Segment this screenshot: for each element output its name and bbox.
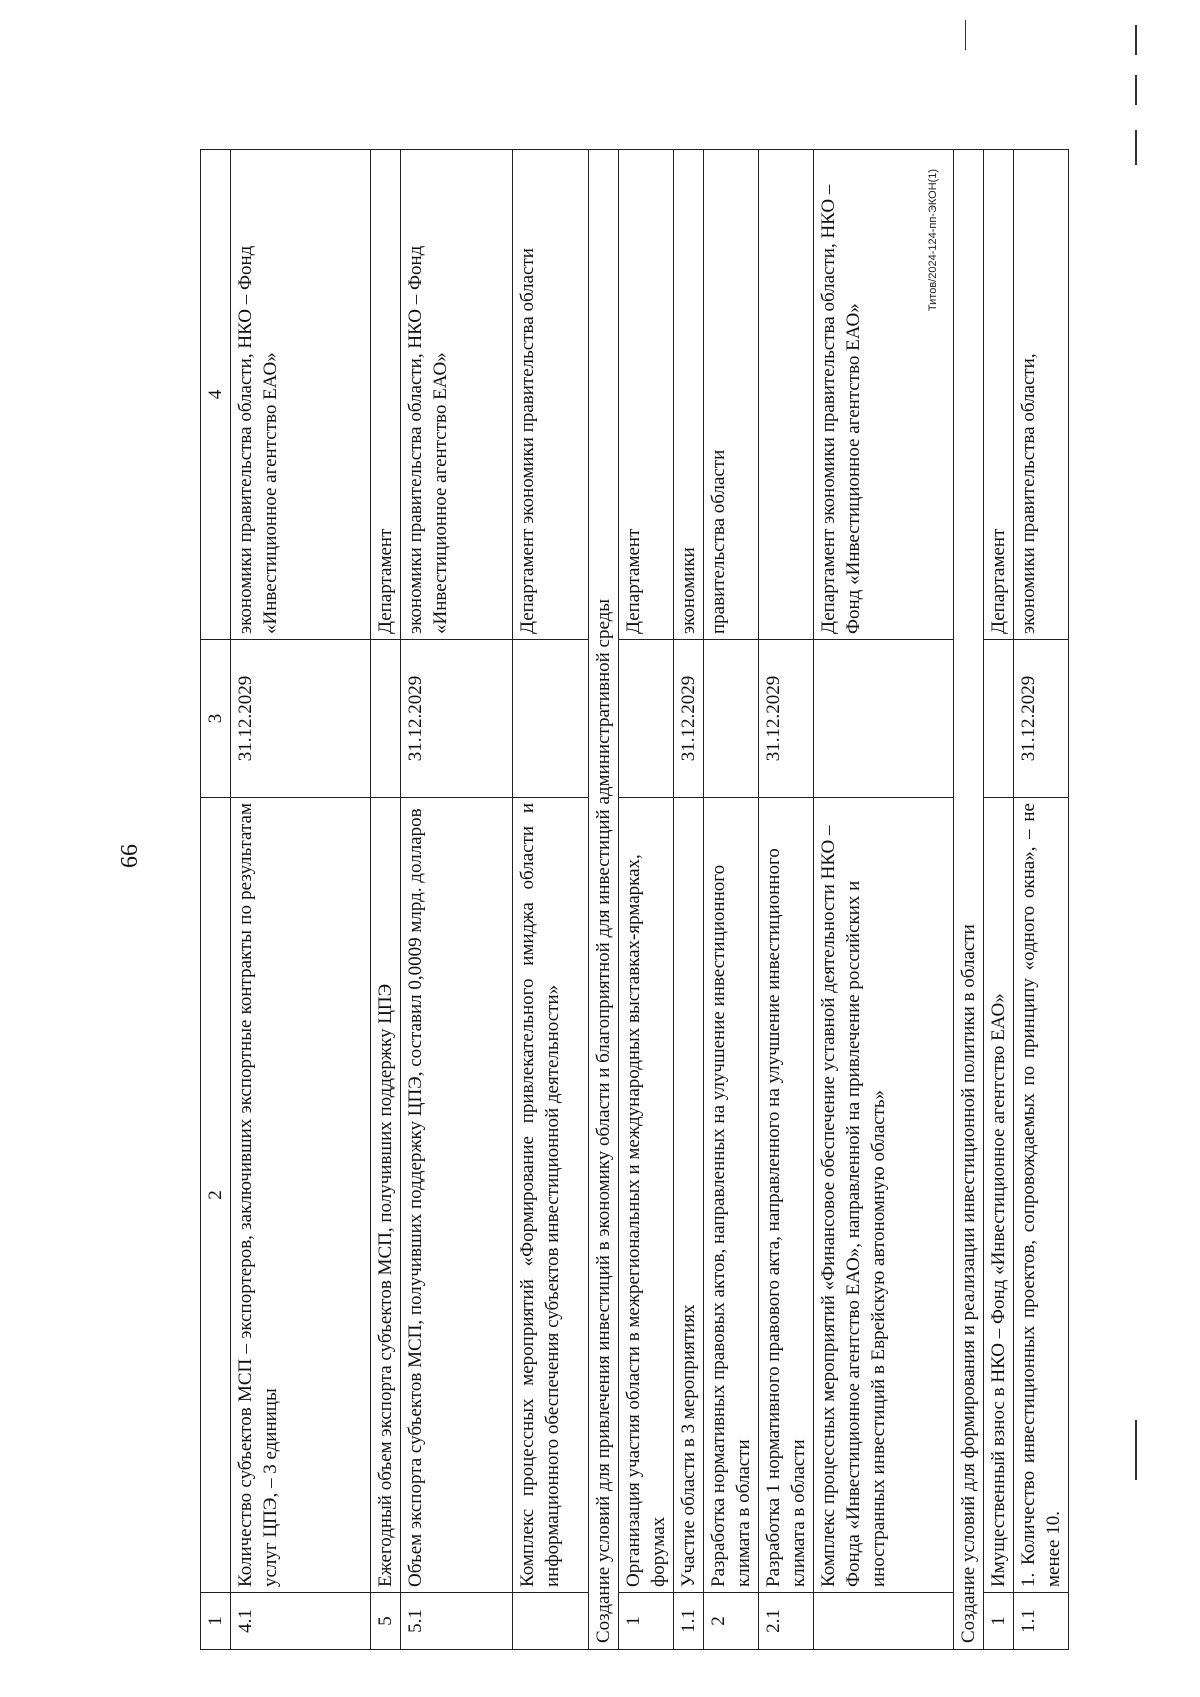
row-number bbox=[513, 1593, 589, 1650]
header-row bbox=[201, 150, 231, 1650]
row-responsible: Департамент экономики правительства области, НКО – Фонд «Инвестиционное агентство ЕАО» bbox=[814, 150, 954, 640]
row-text: Ежегодный объем экспорта субъектов МСП, получивших поддержку ЦПЭ bbox=[371, 798, 401, 1593]
table-row bbox=[984, 150, 1014, 1650]
section-row bbox=[954, 150, 984, 1650]
rotated-table-wrapper bbox=[200, 150, 1200, 1650]
row-responsible: экономики правительства области, bbox=[1014, 150, 1069, 640]
scan-mark bbox=[965, 20, 966, 50]
row-number: 1.1 bbox=[674, 1593, 704, 1650]
row-number: 4.1 bbox=[231, 1593, 371, 1650]
table-row bbox=[759, 150, 814, 1650]
table-row bbox=[619, 150, 674, 1650]
row-responsible: правительства области bbox=[704, 150, 759, 640]
page-number: 66 bbox=[117, 844, 143, 868]
row-number bbox=[814, 1593, 954, 1650]
row-number: 2.1 bbox=[759, 1593, 814, 1650]
row-date: 31.12.2029 bbox=[759, 640, 814, 798]
row-date: 31.12.2029 bbox=[401, 640, 513, 798]
row-text: Разработка нормативных правовых актов, направленных на улучшение инвестиционного климата в области bbox=[704, 798, 759, 1593]
scan-mark bbox=[1135, 25, 1137, 55]
row-date bbox=[704, 640, 759, 798]
header-col-1: 1 bbox=[201, 1593, 231, 1650]
row-text: Количество субъектов МСП – экспортеров, заключивших экспортные контракты по результатам услуг ЦПЭ, – 3 единицы bbox=[231, 798, 371, 1593]
row-text: Имущественный взнос в НКО – Фонд «Инвестиционное агентство ЕАО» bbox=[984, 798, 1014, 1593]
row-date: 31.12.2029 bbox=[231, 640, 371, 798]
table-row bbox=[814, 150, 954, 1650]
row-text: Организация участия области в межрегиональных и международных выставках-ярмарках, форумах bbox=[619, 798, 674, 1593]
table-row bbox=[513, 150, 589, 1650]
row-number: 1 bbox=[619, 1593, 674, 1650]
table-row bbox=[674, 150, 704, 1650]
row-text: Комплекс процессных мероприятий «Финансовое обеспечение уставной деятельности НКО – Фонда «Инвестиционное агентство ЕАО», направленной на привлечение российских и иностранных инвестиций в Еврейскую автономную область» bbox=[814, 798, 954, 1593]
table-row bbox=[1014, 150, 1069, 1650]
row-date bbox=[984, 640, 1014, 798]
header-col-3: 3 bbox=[201, 640, 231, 798]
row-date: 31.12.2029 bbox=[1014, 640, 1069, 798]
row-responsible: Департамент bbox=[619, 150, 674, 640]
row-responsible: Департамент bbox=[984, 150, 1014, 640]
row-number: 2 bbox=[704, 1593, 759, 1650]
row-responsible bbox=[759, 150, 814, 640]
row-number: 5 bbox=[371, 1593, 401, 1650]
row-text: Комплекс процессных мероприятий «Формирование привлекательного имиджа области и информационного обеспечения субъектов инвестиционной деятельности» bbox=[513, 798, 589, 1593]
section-title: Создание условий для привлечения инвестиций в экономику области и благоприятной для инвестиций административной среды bbox=[589, 150, 619, 1650]
section-title: Создание условий для формирования и реализации инвестиционной политики в области bbox=[954, 150, 984, 1650]
row-text: 1. Количество инвестиционных проектов, сопровождаемых по принципу «одного окна», – не менее 10. bbox=[1014, 798, 1069, 1593]
document-table bbox=[200, 149, 1069, 1650]
row-date: 31.12.2029 bbox=[674, 640, 704, 798]
row-responsible: экономики правительства области, НКО – Фонд «Инвестиционное агентство ЕАО» bbox=[401, 150, 513, 640]
footer-code: Титов/2024-124-пп-ЭКОН(1) bbox=[927, 168, 939, 312]
row-responsible: экономики bbox=[674, 150, 704, 640]
row-text: Участие области в 3 мероприятиях bbox=[674, 798, 704, 1593]
row-number: 1.1 bbox=[1014, 1593, 1069, 1650]
header-col-2: 2 bbox=[201, 798, 231, 1593]
row-date bbox=[513, 640, 589, 798]
row-responsible: Департамент bbox=[371, 150, 401, 640]
header-col-4: 4 bbox=[201, 150, 231, 640]
row-number: 5.1 bbox=[401, 1593, 513, 1650]
row-date bbox=[371, 640, 401, 798]
row-responsible: экономики правительства области, НКО – Фонд «Инвестиционное агентство ЕАО» bbox=[231, 150, 371, 640]
table-row bbox=[704, 150, 759, 1650]
table-row bbox=[371, 150, 401, 1650]
row-text: Разработка 1 нормативного правового акта, направленного на улучшение инвестиционного климата в области bbox=[759, 798, 814, 1593]
table-row bbox=[231, 150, 371, 1650]
row-date bbox=[619, 640, 674, 798]
table-row bbox=[401, 150, 513, 1650]
scan-mark bbox=[1135, 75, 1137, 105]
row-date bbox=[814, 640, 954, 798]
row-number: 1 bbox=[984, 1593, 1014, 1650]
row-text: Объем экспорта субъектов МСП, получивших поддержку ЦПЭ, составил 0,0009 млрд. долларов bbox=[401, 798, 513, 1593]
row-responsible: Департамент экономики правительства области bbox=[513, 150, 589, 640]
section-row bbox=[589, 150, 619, 1650]
